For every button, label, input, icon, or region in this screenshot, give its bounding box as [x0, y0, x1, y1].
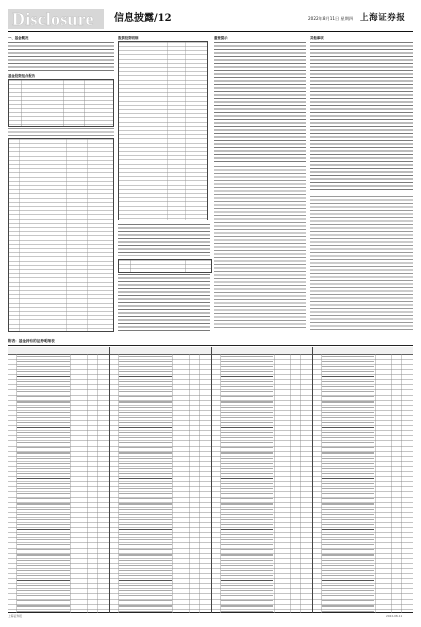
footer-right: 2022-08-11 — [386, 614, 403, 618]
stock-holdings-table — [8, 138, 114, 332]
publication-date: 2022年8月11日 星期四 — [308, 16, 354, 21]
stock-list-column — [118, 36, 208, 220]
table-panel-text — [221, 354, 273, 613]
mid-lower-text-2 — [118, 274, 210, 332]
right-column-title: 其他事项 — [310, 36, 324, 40]
left-paragraph-block — [8, 42, 114, 72]
center-text-block-2 — [214, 166, 306, 330]
table-panel-4 — [313, 347, 413, 613]
table-panel-1 — [8, 347, 109, 613]
table-panel-text — [17, 354, 70, 613]
center-column-title: 重要提示 — [214, 36, 228, 40]
footer-left: 上海证券报 — [8, 614, 22, 618]
left-column — [8, 36, 114, 332]
mid-summary-table — [118, 259, 212, 273]
stock-list-table — [118, 41, 208, 220]
left-notes-block — [8, 128, 114, 136]
section-title: 信息披露/12 — [114, 13, 172, 24]
center-column — [214, 36, 306, 332]
right-column — [310, 36, 413, 332]
bottom-table-title: 附表：基金持有的证券明细表 — [8, 339, 55, 343]
left-table-title: 基金投资组合报告 — [8, 74, 36, 78]
portfolio-table — [8, 79, 114, 127]
right-text-block-2 — [310, 196, 413, 330]
table-panel-text — [322, 354, 374, 613]
left-column-title: 一、基金概况 — [8, 36, 29, 40]
stock-list-title: 股票投资明细 — [118, 36, 139, 40]
right-text-block-1 — [310, 42, 413, 192]
securities-detail-table — [8, 345, 413, 613]
disclosure-brand: Disclosure — [8, 9, 104, 29]
newspaper-logo: 上海证券报 — [360, 13, 406, 23]
masthead — [8, 7, 413, 32]
table-panel-text — [119, 354, 172, 613]
table-panel-2 — [110, 347, 211, 613]
center-text-block-1 — [214, 42, 306, 162]
mid-lower-text — [118, 224, 210, 256]
table-panel-3 — [212, 347, 312, 613]
